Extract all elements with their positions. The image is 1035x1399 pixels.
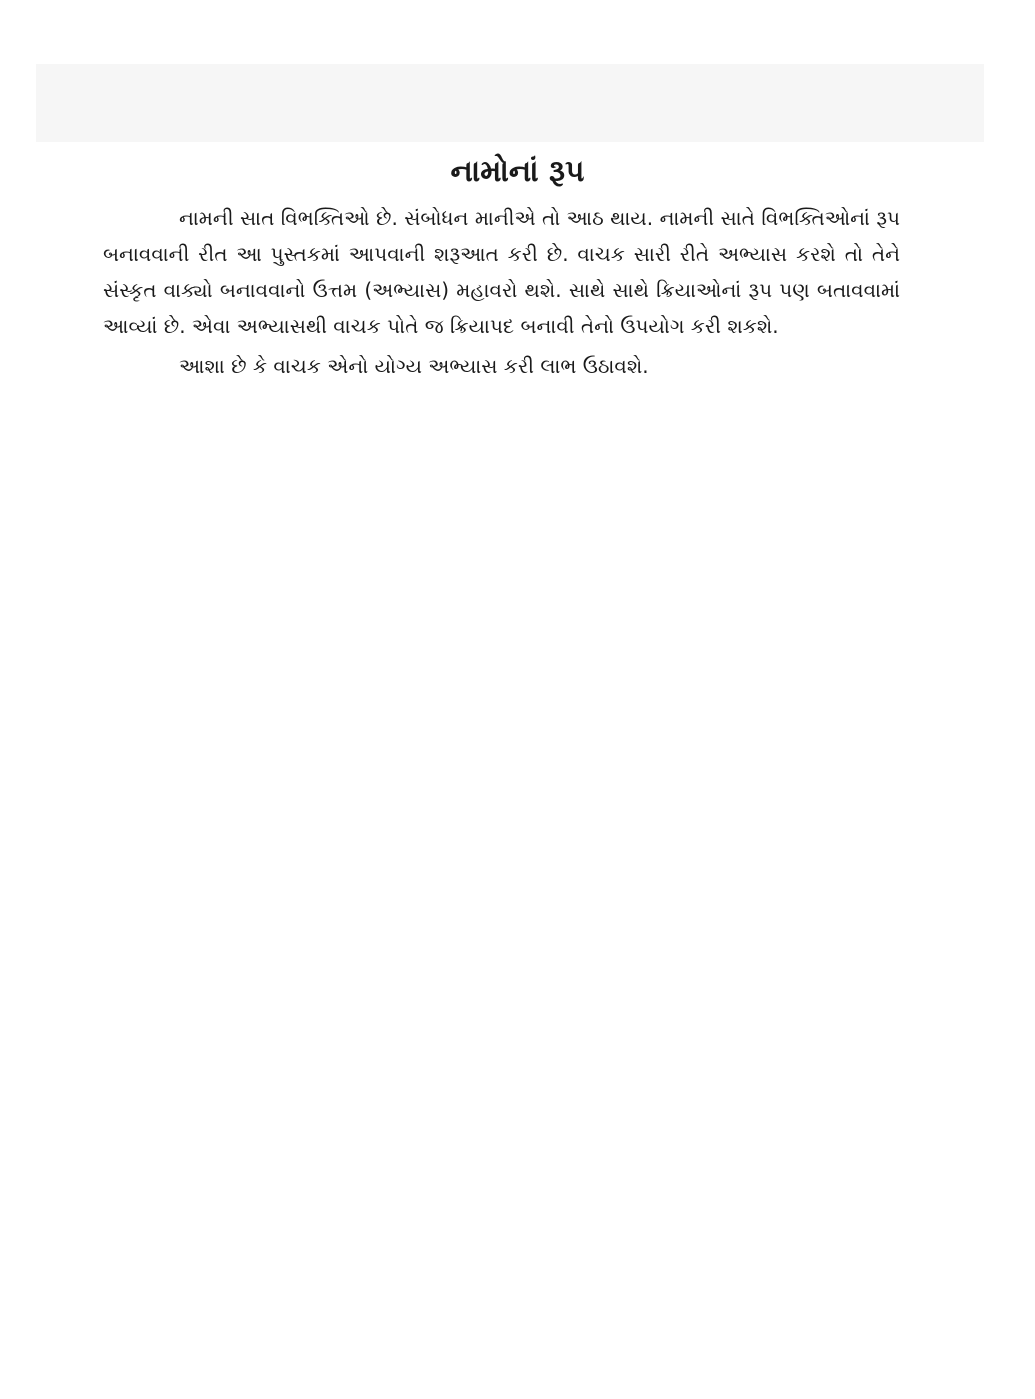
paragraph-closing: આશા છે કે વાચક એનો યોગ્ય અભ્યાસ કરી લાભ ઉઠાવશે. bbox=[179, 354, 649, 378]
paragraph-intro: નામની સાત વિભક્તિઓ છે. સંબોધન માનીએ તો આઠ થાય. નામની સાતે વિભક્તિઓનાં રૂપ બનાવવાની રીત આ પુસ્તકમાં આપવાની શરૂઆત કરી છે. વાચક સારી રીતે અભ્યાસ કરશે તો તેને સંસ્કૃત વાક્યો બનાવવાનો ઉત્તમ (અભ્યાસ) મહાવરો થશે. સાથે સાથે ક્રિયાઓનાં રૂપ પણ બતાવવામાં આવ્યાં છે. એવા અભ્યાસથી વાચક પોતે જ ક્રિયાપદ બનાવી તેનો ઉપયોગ કરી શકશે. bbox=[103, 206, 900, 338]
page-title: નામોનાં રૂપ bbox=[450, 154, 585, 189]
header-band bbox=[36, 64, 984, 142]
body-text bbox=[103, 200, 900, 384]
